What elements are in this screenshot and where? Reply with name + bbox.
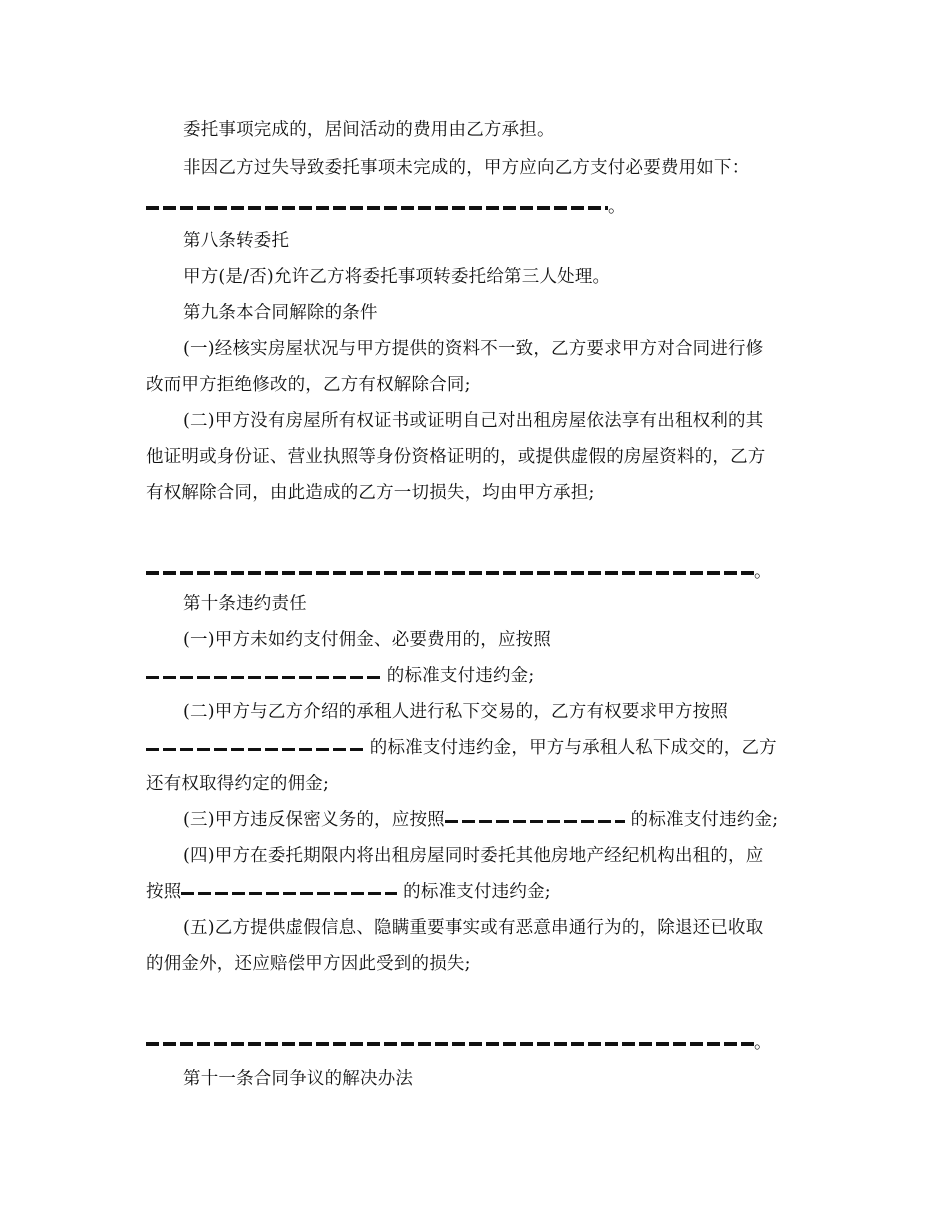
paragraph-line (146, 478, 595, 508)
fill-in-line (183, 805, 778, 835)
section-heading (183, 589, 307, 619)
text: (一)经核实房屋状况与甲方提供的资料不一致，乙方要求甲方对合同进行修 (183, 339, 764, 359)
text: 按照 (146, 882, 182, 902)
blank-field[interactable] (146, 570, 754, 575)
paragraph-line (183, 406, 763, 436)
paragraph-line (183, 153, 749, 183)
period: 。 (608, 197, 626, 217)
text: 第十条违约责任 (183, 594, 307, 614)
text: 的标准支付违约金; (403, 882, 551, 902)
blank-field[interactable] (146, 675, 381, 679)
section-heading (183, 1064, 413, 1094)
paragraph-line (146, 769, 329, 799)
text: 的标准支付违约金; (386, 666, 535, 686)
paragraph-line (183, 625, 551, 655)
blank-field[interactable] (146, 205, 608, 210)
text: (二)甲方与乙方介绍的承租人进行私下交易的，乙方有权要求甲方按照 (183, 702, 729, 722)
section-heading (183, 298, 378, 328)
blank-field[interactable] (146, 1041, 754, 1046)
blank-field[interactable] (181, 891, 397, 895)
paragraph-line (183, 262, 610, 292)
paragraph-line (146, 442, 766, 472)
text: 委托事项完成的，居间活动的费用由乙方承担。 (183, 120, 555, 140)
paragraph-line (183, 841, 763, 871)
period: 。 (754, 562, 772, 582)
fill-in-line (146, 192, 626, 222)
text: (二)甲方没有房屋所有权证书或证明自己对出租房屋依法享有出租权利的其 (183, 411, 764, 431)
fill-in-line (146, 1028, 772, 1058)
blank-field[interactable] (445, 819, 625, 823)
paragraph-line (146, 949, 471, 979)
text: (一)甲方未如约支付佣金、必要费用的，应按照 (183, 630, 552, 650)
text: 第九条本合同解除的条件 (183, 303, 378, 323)
text: 他证明或身份证、营业执照等身份资格证明的，或提供虚假的房屋资料的，乙方 (146, 447, 766, 467)
text: 的佣金外，还应赔偿甲方因此受到的损失; (146, 954, 471, 974)
text: 改而甲方拒绝修改的，乙方有权解除合同; (146, 375, 471, 395)
paragraph-line (183, 115, 555, 145)
paragraph-line (183, 697, 728, 727)
fill-in-line (146, 733, 777, 763)
text: 第八条转委托 (183, 231, 290, 251)
fill-in-line (146, 661, 534, 691)
text: (四)甲方在委托期限内将出租房屋同时委托其他房地产经纪机构出租的，应 (183, 846, 764, 866)
text: 甲方(是/否)允许乙方将委托事项转委托给第三人处理。 (183, 267, 611, 287)
text: 非因乙方过失导致委托事项未完成的，甲方应向乙方支付必要费用如下： (183, 158, 750, 178)
text: (三)甲方违反保密义务的，应按照 (183, 810, 445, 830)
text: 的标准支付违约金; (630, 810, 779, 830)
blank-field[interactable] (146, 747, 364, 751)
section-heading (183, 226, 289, 256)
text: 有权解除合同，由此造成的乙方一切损失，均由甲方承担; (146, 483, 595, 503)
text: 还有权取得约定的佣金; (146, 774, 330, 794)
paragraph-line (146, 370, 471, 400)
paragraph-line (183, 334, 763, 364)
text: 第十一条合同争议的解决办法 (183, 1069, 414, 1089)
text: (五)乙方提供虚假信息、隐瞒重要事实或有恶意串通行为的，除退还已收取 (183, 918, 764, 938)
fill-in-line (146, 877, 551, 907)
period: 。 (754, 1033, 772, 1053)
fill-in-line (146, 557, 772, 587)
text: 的标准支付违约金，甲方与承租人私下成交的，乙方 (369, 738, 777, 758)
paragraph-line (183, 913, 763, 943)
